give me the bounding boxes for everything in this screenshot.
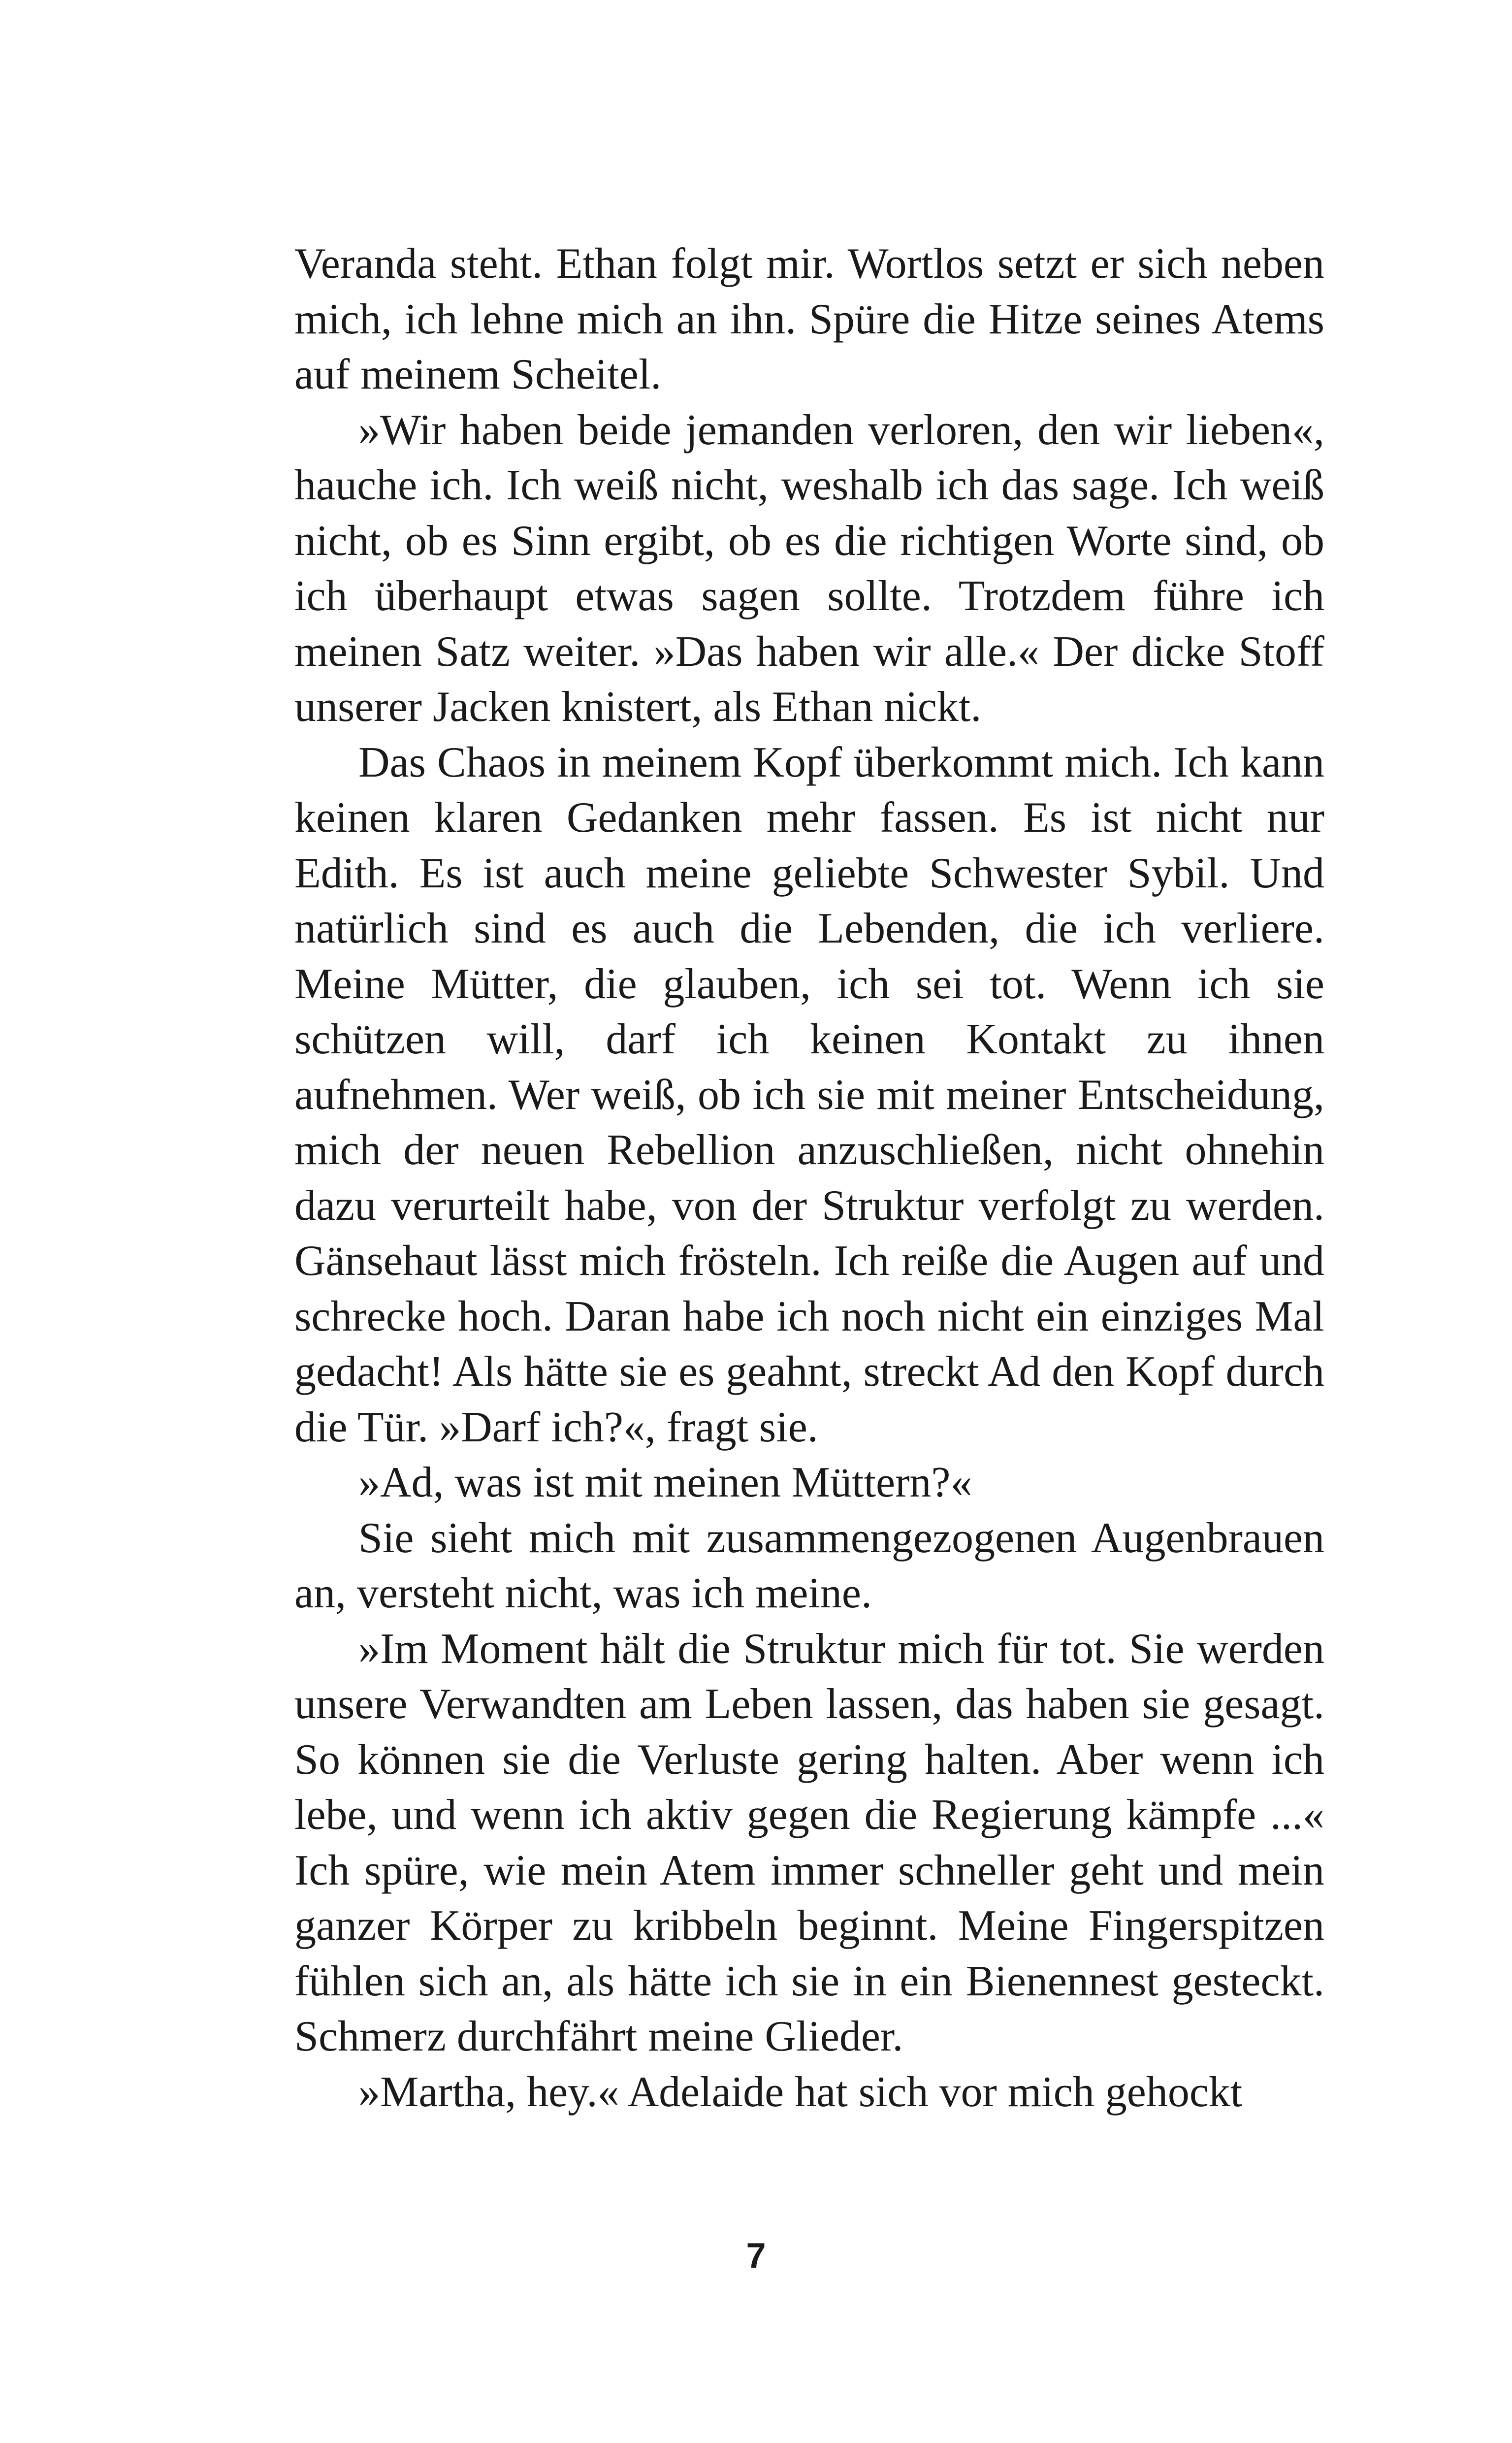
paragraph: »Wir haben beide jemanden verloren, den wir lieben«, hauche ich. Ich weiß nicht, weshalb ich das sage. Ich weiß nicht, ob es Sinn ergibt, ob es die richtigen Worte sind, ob ich überhaupt etwas sagen sollte. Trotzdem führe ich meinen Satz weiter. »Das haben wir alle.« Der dicke Stoff unserer Jacken knistert, als Ethan nickt.	[294, 406, 1324, 731]
page-number: 7	[746, 2236, 766, 2276]
paragraph: Das Chaos in meinem Kopf überkommt mich. Ich kann keinen klaren Gedanken mehr fassen. Es ist nicht nur Edith. Es ist auch meine geliebte Schwester Sybil. Und natürlich sind es auch die Lebenden, die ich verliere. Meine Mütter, die glauben, ich sei tot. Wenn ich sie schützen will, darf ich keinen Kontakt zu ihnen aufnehmen. Wer weiß, ob ich sie mit meiner Entscheidung, mich der neuen Rebellion anzuschließen, nicht ohnehin dazu verurteilt habe, von der Struktur verfolgt zu werden. Gänsehaut lässt mich frösteln. Ich reiße die Augen auf und schrecke hoch. Daran habe ich noch nicht ein einziges Mal gedacht! Als hätte sie es geahnt, streckt Ad den Kopf durch die Tür. »Darf ich?«, fragt sie.	[294, 738, 1324, 1451]
paragraph: »Im Moment hält die Struktur mich für tot. Sie werden unsere Verwandten am Leben lassen, das haben sie gesagt. So können sie die Verluste gering halten. Aber wenn ich lebe, und wenn ich aktiv gegen die Regierung kämpfe ...« Ich spüre, wie mein Atem immer schneller geht und mein ganzer Körper zu kribbeln beginnt. Meine Fingerspitzen fühlen sich an, als hätte ich sie in ein Bienennest gesteckt. Schmerz durchfährt meine Glieder.	[294, 1625, 1324, 2060]
paragraph: Veranda steht. Ethan folgt mir. Wortlos setzt er sich neben mich, ich lehne mich an ihn. Spüre die Hitze seines Atems auf meinem Scheitel.	[294, 240, 1324, 398]
paragraph: »Martha, hey.« Adelaide hat sich vor mich gehockt	[358, 2068, 1243, 2116]
paragraph: Sie sieht mich mit zusammengezogenen Augenbrauen an, versteht nicht, was ich meine.	[294, 1514, 1324, 1617]
paragraph: »Ad, was ist mit meinen Müttern?«	[358, 1459, 972, 1506]
body-text	[294, 236, 1324, 2120]
